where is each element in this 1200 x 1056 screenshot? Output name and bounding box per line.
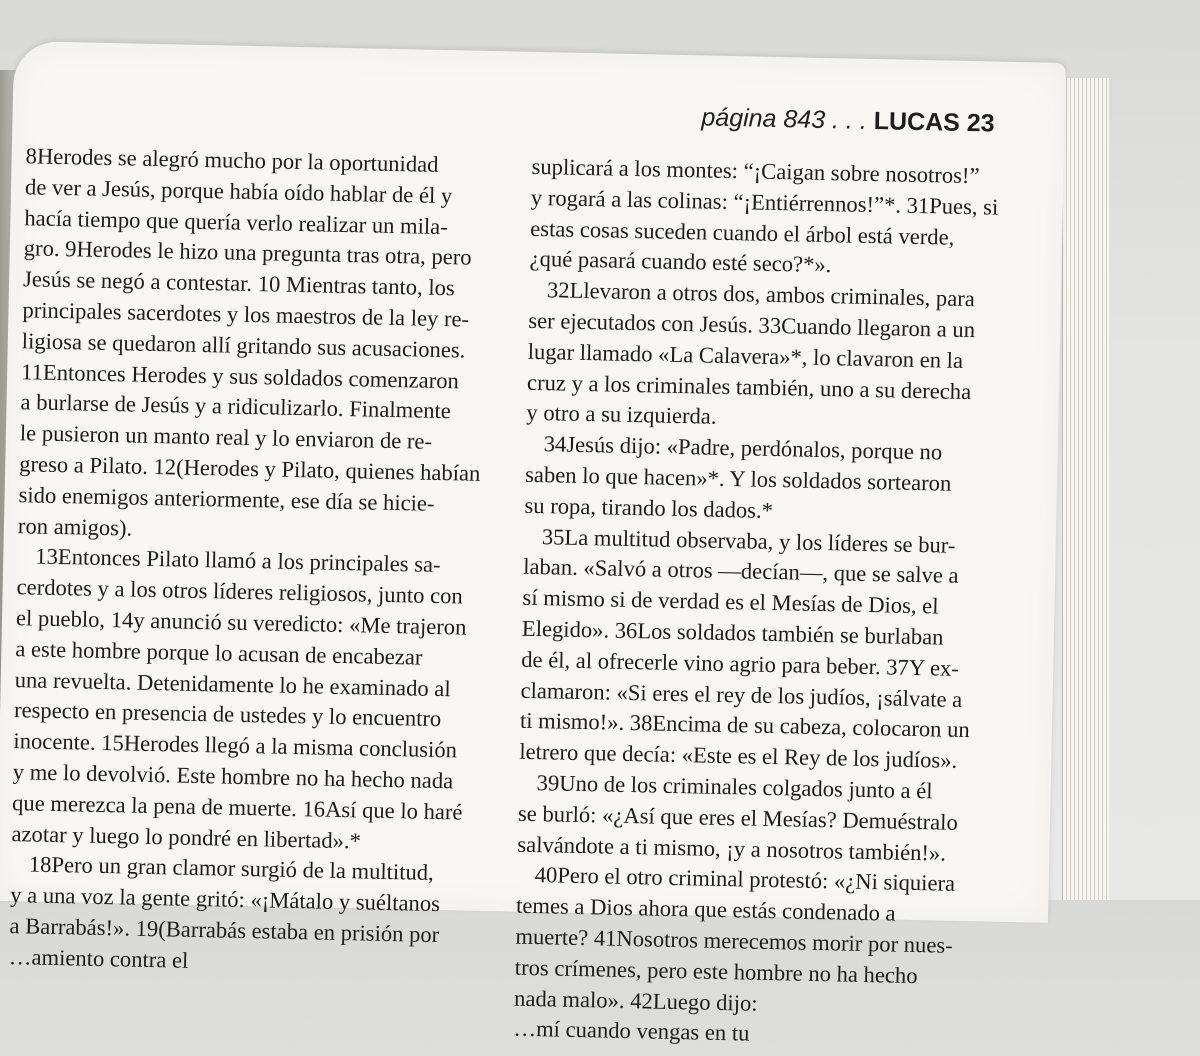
page-number-label: página 843 . . .	[701, 103, 868, 135]
text-line: 18Pero un gran clamor surgió de la multitud,	[28, 851, 435, 886]
text-line: una revuelta. Detenidamente lo he examinado al	[14, 666, 451, 701]
text-line: gro. 9Herodes le hizo una pregunta tras otra, pero	[23, 235, 472, 271]
text-line: saben lo que hacen»*. Y los soldados sortearon	[524, 461, 952, 496]
text-line: se burló: «¿Así que eres el Mesías? Demuéstralo	[517, 800, 959, 835]
text-column-right	[513, 152, 1002, 1055]
text-line: y a una voz la gente gritó: «¡Mátalo y suéltanos	[9, 882, 441, 917]
text-line: 34Jesús dijo: «Padre, perdónalos, porque no	[543, 431, 943, 465]
text-line: que merezca la pena de muerte. 16Así que lo haré	[11, 789, 463, 825]
text-line: estas cosas suceden cuando el árbol está verde,	[530, 215, 955, 250]
book-chapter-label: LUCAS 23	[873, 107, 995, 138]
text-line: hacía tiempo que quería verlo realizar un mila-	[24, 204, 449, 239]
text-line: tros crímenes, pero este hombre no ha hecho	[514, 954, 918, 988]
text-line: ligiosa se quedaron allí gritando sus acusaciones.	[21, 327, 466, 363]
text-line: ron amigos).	[17, 512, 133, 541]
text-line: temes a Dios ahora que estás condenado a	[515, 892, 896, 926]
text-line: 13Entonces Pilato llamó a los principales sa-	[35, 543, 441, 578]
text-line: azotar y luego lo pondré en libertad».*	[11, 820, 362, 853]
text-line: inocente. 15Herodes llegó a la misma conclusión	[13, 728, 458, 763]
text-column-left	[9, 141, 496, 982]
text-line: nada malo». 42Luego dijo:	[513, 985, 758, 1016]
text-line: de él, al ofrecerle vino agrio para beber. 37Y ex-	[521, 646, 960, 681]
text-line: 40Pero el otro criminal protestó: «¿Ni siquiera	[534, 862, 956, 897]
text-line: Jesús se negó a contestar. 10 Mientras tanto, los	[22, 266, 456, 301]
text-line: muerte? 41Nosotros merecemos morir por nues-	[515, 923, 953, 958]
text-line: letrero que decía: «Este es el Rey de los judíos».	[519, 738, 958, 774]
text-line: ¿qué pasará cuando esté seco?*».	[529, 246, 832, 278]
book-page	[0, 41, 1066, 1046]
text-line: 8Herodes se alegró mucho por la oportunidad	[25, 143, 439, 177]
text-line: …mí cuando vengas en tu	[513, 1015, 750, 1046]
text-line: salvándote a ti mismo, ¡y a nosotros también!».	[517, 831, 947, 866]
text-line: clamaron: «Si eres el rey de los judíos, ¡sálvate a	[520, 677, 963, 712]
text-line: ti mismo!». 38Encima de su cabeza, colocaron un	[519, 708, 971, 743]
text-line: …amiento contra el	[8, 943, 189, 973]
text-line: principales sacerdotes y los maestros de la ley re-	[22, 297, 470, 332]
text-line: el pueblo, 14y anunció su veredicto: «Me trajeron	[15, 605, 467, 640]
text-line: greso a Pilato. 12(Herodes y Pilato, quienes habían	[19, 451, 481, 486]
text-line: a este hombre porque lo acusan de encabezar	[15, 635, 423, 670]
running-header	[701, 103, 995, 138]
text-line: suplicará a los montes: “¡Caigan sobre nosotros!”	[531, 153, 980, 189]
text-line: Elegido». 36Los soldados también se burlaban	[521, 615, 944, 650]
text-line: sido enemigos anteriormente, ese día se hicie-	[18, 481, 435, 516]
text-line: sí mismo si de verdad es el Mesías de Dios, el	[522, 584, 939, 619]
text-line: respecto en presencia de ustedes y lo encuentro	[13, 697, 442, 732]
text-line: 11Entonces Herodes y sus soldados comenzaron	[20, 358, 460, 393]
text-line: y otro a su izquierda.	[526, 400, 717, 430]
text-line: 35La multitud observaba, y los líderes se bur-	[541, 523, 956, 558]
text-line: cruz y a los criminales también, uno a su derecha	[526, 369, 972, 404]
text-line: lugar llamado «La Calavera»*, lo clavaron en la	[527, 338, 964, 373]
text-line: su ropa, tirando los dados.*	[524, 492, 774, 523]
text-line: y rogará a las colinas: “¡Entiérrennos!”*. 31Pues, si	[530, 184, 999, 220]
text-line: a Barrabás!». 19(Barrabás estaba en prisión por	[9, 913, 440, 948]
text-line: de ver a Jesús, porque había oído hablar de él y	[24, 174, 453, 208]
text-line: cerdotes y a los otros líderes religiosos, junto con	[16, 574, 463, 609]
text-line: a burlarse de Jesús y a ridiculizarlo. Finalmente	[20, 389, 452, 424]
text-line: 32Llevaron a otros dos, ambos criminales, para	[546, 277, 976, 312]
text-line: ser ejecutados con Jesús. 33Cuando llegaron a un	[528, 307, 976, 343]
text-line: le pusieron un manto real y lo enviaron de re-	[19, 420, 433, 454]
text-line: y me lo devolvió. Este hombre no ha hecho nada	[12, 759, 454, 794]
text-line: laban. «Salvó a otros —decían—, que se salve a	[522, 554, 959, 589]
text-line: 39Uno de los criminales colgados junto a él	[536, 770, 933, 804]
page-stack-edges	[1062, 78, 1109, 900]
